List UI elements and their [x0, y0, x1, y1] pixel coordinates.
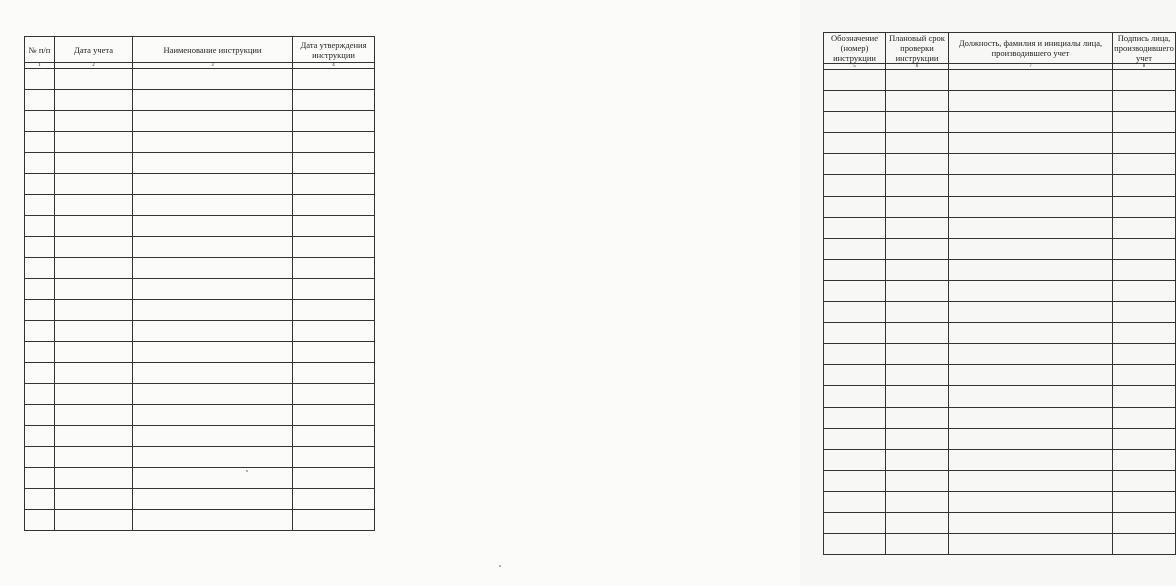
table-cell	[25, 258, 55, 279]
table-cell	[133, 153, 293, 174]
table-cell	[133, 300, 293, 321]
table-cell	[293, 174, 375, 195]
column-number: 8	[1113, 64, 1176, 70]
table-cell	[886, 217, 949, 238]
right-journal-table	[823, 32, 1176, 555]
table-cell	[133, 342, 293, 363]
table-cell	[949, 449, 1113, 470]
right-header-row	[824, 33, 1176, 64]
table-cell	[25, 447, 55, 468]
column-header-signature: Подпись лица, производившего учет	[1114, 33, 1174, 63]
table-cell	[824, 133, 886, 154]
table-cell	[886, 91, 949, 112]
table-cell	[824, 323, 886, 344]
table-row	[824, 428, 1176, 449]
table-row	[824, 70, 1176, 91]
table-cell	[25, 111, 55, 132]
table-cell	[55, 69, 133, 90]
table-cell	[1113, 302, 1176, 323]
table-row	[25, 174, 375, 195]
table-row	[824, 302, 1176, 323]
table-cell	[824, 302, 886, 323]
table-cell	[293, 321, 375, 342]
table-cell	[293, 342, 375, 363]
table-row	[824, 154, 1176, 175]
table-cell	[293, 405, 375, 426]
table-cell	[55, 237, 133, 258]
table-cell	[949, 280, 1113, 301]
table-row	[824, 534, 1176, 555]
table-cell	[949, 428, 1113, 449]
table-row	[824, 407, 1176, 428]
table-cell	[886, 449, 949, 470]
table-cell	[1113, 534, 1176, 555]
column-number: 3	[133, 63, 293, 69]
column-number: 5	[824, 64, 886, 70]
table-row	[824, 344, 1176, 365]
table-cell	[25, 237, 55, 258]
table-cell	[949, 70, 1113, 91]
table-cell	[293, 363, 375, 384]
table-cell	[293, 153, 375, 174]
table-cell	[55, 447, 133, 468]
table-cell	[1113, 154, 1176, 175]
table-cell	[55, 216, 133, 237]
column-header-review-deadline: Плановый срок проверки инструкции	[886, 33, 949, 64]
table-row	[25, 426, 375, 447]
right-page	[398, 0, 1174, 586]
table-cell	[824, 449, 886, 470]
table-cell	[293, 195, 375, 216]
table-cell	[133, 405, 293, 426]
table-row	[824, 175, 1176, 196]
table-cell	[133, 237, 293, 258]
table-cell	[949, 217, 1113, 238]
table-cell	[293, 279, 375, 300]
table-cell	[25, 426, 55, 447]
table-cell	[1113, 70, 1176, 91]
table-cell	[133, 132, 293, 153]
table-cell	[886, 112, 949, 133]
table-cell	[1113, 196, 1176, 217]
column-number: 4	[293, 63, 375, 69]
table-row	[25, 468, 375, 489]
column-header-instruction-name: Наименование инструкции	[133, 37, 293, 63]
table-cell	[293, 111, 375, 132]
table-cell	[55, 363, 133, 384]
table-cell	[133, 384, 293, 405]
table-cell	[25, 510, 55, 531]
table-cell	[949, 175, 1113, 196]
table-cell	[886, 386, 949, 407]
table-cell	[949, 238, 1113, 259]
table-cell	[824, 217, 886, 238]
table-cell	[886, 175, 949, 196]
left-header-row	[25, 37, 375, 63]
table-cell	[886, 154, 949, 175]
table-cell	[1113, 133, 1176, 154]
table-cell	[1113, 407, 1176, 428]
table-cell	[133, 468, 293, 489]
table-cell	[949, 491, 1113, 512]
paper-speck	[246, 470, 248, 472]
column-number: 6	[886, 64, 949, 70]
table-cell	[55, 300, 133, 321]
column-number: 1	[25, 63, 55, 69]
table-row	[25, 237, 375, 258]
table-cell	[949, 154, 1113, 175]
table-cell	[824, 196, 886, 217]
table-cell	[55, 111, 133, 132]
table-cell	[949, 196, 1113, 217]
table-cell	[886, 512, 949, 533]
left-journal-table	[24, 36, 375, 531]
left-page	[0, 0, 398, 586]
table-cell	[25, 384, 55, 405]
table-cell	[25, 342, 55, 363]
table-cell	[949, 112, 1113, 133]
table-cell	[133, 510, 293, 531]
table-row	[824, 133, 1176, 154]
table-cell	[949, 365, 1113, 386]
table-cell	[949, 302, 1113, 323]
table-cell	[1113, 449, 1176, 470]
table-row	[824, 259, 1176, 280]
table-row	[25, 321, 375, 342]
table-cell	[133, 447, 293, 468]
table-cell	[824, 491, 886, 512]
table-row	[25, 300, 375, 321]
table-cell	[886, 534, 949, 555]
table-cell	[133, 258, 293, 279]
column-header-instruction-designation: Обозначение (номер) инструкции	[824, 33, 886, 64]
table-row	[25, 384, 375, 405]
table-cell	[949, 512, 1113, 533]
table-cell	[886, 280, 949, 301]
table-cell	[25, 279, 55, 300]
table-cell	[1113, 344, 1176, 365]
table-row	[824, 386, 1176, 407]
table-row	[25, 111, 375, 132]
table-cell	[293, 489, 375, 510]
table-cell	[25, 216, 55, 237]
table-row	[25, 90, 375, 111]
table-row	[25, 363, 375, 384]
table-cell	[949, 133, 1113, 154]
column-header-registration-date: Дата учета	[55, 37, 133, 63]
table-cell	[25, 153, 55, 174]
table-cell	[133, 69, 293, 90]
table-cell	[1113, 238, 1176, 259]
table-cell	[55, 195, 133, 216]
table-cell	[886, 238, 949, 259]
table-cell	[824, 91, 886, 112]
table-cell	[1113, 280, 1176, 301]
table-row	[824, 449, 1176, 470]
table-row	[25, 132, 375, 153]
table-cell	[25, 69, 55, 90]
table-cell	[55, 90, 133, 111]
table-cell	[949, 91, 1113, 112]
table-cell	[133, 363, 293, 384]
table-cell	[949, 323, 1113, 344]
column-number: 2	[55, 63, 133, 69]
table-row	[824, 365, 1176, 386]
table-cell	[55, 321, 133, 342]
column-header-responsible-person: Должность, фамилия и инициалы лица, производившего учет	[949, 33, 1113, 64]
table-cell	[1113, 428, 1176, 449]
table-cell	[886, 365, 949, 386]
table-cell	[133, 279, 293, 300]
table-cell	[824, 259, 886, 280]
table-cell	[824, 344, 886, 365]
table-cell	[1113, 491, 1176, 512]
table-row	[824, 323, 1176, 344]
table-cell	[293, 384, 375, 405]
table-cell	[25, 468, 55, 489]
column-number: 7	[949, 64, 1113, 70]
table-cell	[133, 426, 293, 447]
table-row	[824, 112, 1176, 133]
table-cell	[133, 174, 293, 195]
table-cell	[293, 132, 375, 153]
table-cell	[25, 405, 55, 426]
table-cell	[1113, 217, 1176, 238]
table-cell	[293, 300, 375, 321]
table-cell	[949, 470, 1113, 491]
table-cell	[293, 426, 375, 447]
table-cell	[886, 302, 949, 323]
table-cell	[1113, 323, 1176, 344]
table-row	[25, 69, 375, 90]
table-row	[824, 280, 1176, 301]
table-cell	[949, 344, 1113, 365]
table-cell	[25, 195, 55, 216]
table-cell	[824, 534, 886, 555]
table-cell	[55, 489, 133, 510]
table-cell	[133, 321, 293, 342]
table-cell	[25, 489, 55, 510]
table-cell	[133, 216, 293, 237]
table-cell	[824, 175, 886, 196]
table-row	[25, 153, 375, 174]
table-cell	[824, 512, 886, 533]
table-cell	[1113, 112, 1176, 133]
table-cell	[1113, 512, 1176, 533]
table-cell	[886, 428, 949, 449]
table-cell	[1113, 175, 1176, 196]
table-cell	[293, 258, 375, 279]
table-cell	[55, 174, 133, 195]
table-cell	[55, 132, 133, 153]
table-cell	[133, 489, 293, 510]
table-cell	[886, 344, 949, 365]
table-cell	[824, 365, 886, 386]
table-cell	[886, 470, 949, 491]
paper-speck	[499, 565, 501, 567]
table-cell	[293, 90, 375, 111]
table-cell	[25, 321, 55, 342]
table-cell	[55, 258, 133, 279]
table-cell	[55, 468, 133, 489]
table-row	[824, 470, 1176, 491]
table-row	[25, 258, 375, 279]
table-cell	[824, 470, 886, 491]
table-cell	[293, 510, 375, 531]
table-cell	[824, 386, 886, 407]
table-cell	[886, 70, 949, 91]
table-cell	[25, 300, 55, 321]
table-row	[25, 447, 375, 468]
table-cell	[55, 279, 133, 300]
table-row	[25, 195, 375, 216]
table-row	[25, 342, 375, 363]
table-row	[25, 405, 375, 426]
table-cell	[55, 384, 133, 405]
table-cell	[949, 534, 1113, 555]
table-cell	[55, 510, 133, 531]
table-cell	[824, 407, 886, 428]
table-cell	[25, 363, 55, 384]
table-cell	[25, 174, 55, 195]
table-cell	[293, 237, 375, 258]
table-cell	[886, 491, 949, 512]
table-cell	[55, 405, 133, 426]
table-row	[824, 196, 1176, 217]
table-cell	[1113, 470, 1176, 491]
table-cell	[55, 426, 133, 447]
table-cell	[293, 447, 375, 468]
table-cell	[949, 386, 1113, 407]
table-cell	[293, 216, 375, 237]
table-row	[25, 510, 375, 531]
table-cell	[824, 154, 886, 175]
table-cell	[133, 90, 293, 111]
table-cell	[949, 407, 1113, 428]
table-cell	[25, 90, 55, 111]
table-row	[25, 216, 375, 237]
column-header-row-number: № п/п	[25, 37, 55, 63]
column-header-approval-date: Дата утверждения инструкции	[293, 37, 375, 63]
table-cell	[886, 407, 949, 428]
table-cell	[133, 195, 293, 216]
table-cell	[1113, 365, 1176, 386]
table-cell	[886, 323, 949, 344]
table-row	[824, 512, 1176, 533]
table-cell	[824, 428, 886, 449]
table-cell	[886, 133, 949, 154]
table-cell	[25, 132, 55, 153]
table-cell	[886, 259, 949, 280]
table-cell	[824, 70, 886, 91]
table-cell	[293, 468, 375, 489]
table-cell	[55, 342, 133, 363]
table-cell	[1113, 386, 1176, 407]
table-cell	[824, 280, 886, 301]
table-cell	[1113, 91, 1176, 112]
table-cell	[949, 259, 1113, 280]
table-cell	[824, 112, 886, 133]
table-row	[824, 491, 1176, 512]
table-row	[25, 279, 375, 300]
table-cell	[133, 111, 293, 132]
table-row	[824, 238, 1176, 259]
table-row	[824, 91, 1176, 112]
table-cell	[824, 238, 886, 259]
table-row	[824, 217, 1176, 238]
table-row	[25, 489, 375, 510]
table-cell	[55, 153, 133, 174]
table-cell	[1113, 259, 1176, 280]
table-cell	[886, 196, 949, 217]
table-cell	[293, 69, 375, 90]
